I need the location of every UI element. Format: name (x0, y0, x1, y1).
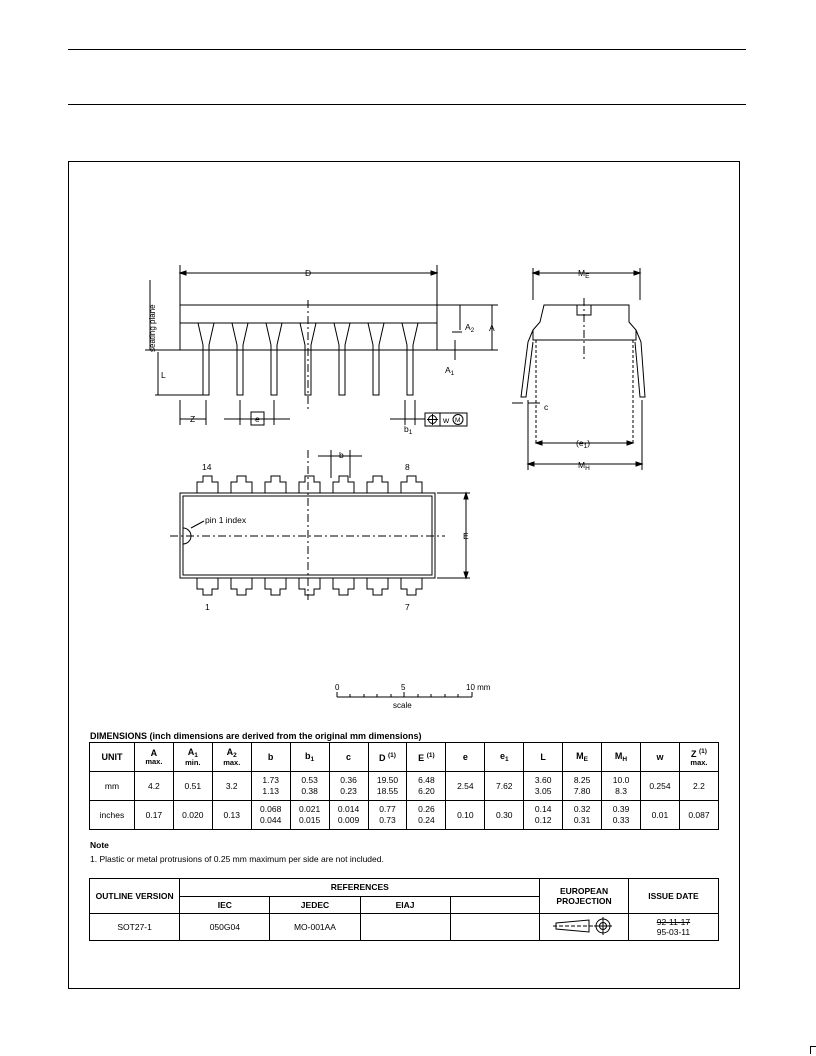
label-d: D (305, 268, 312, 278)
top-view-pins-bottom (197, 578, 422, 595)
header-iec: IEC (180, 896, 270, 914)
scale-tick-10: 10 mm (466, 683, 491, 692)
scale-tick-0: 0 (335, 683, 340, 692)
references-row: SOT27-1 050G04 MO-001AA 92-11-17 95-03-11 (90, 914, 719, 941)
header-b1: $b_1$ (290, 743, 329, 772)
label-a: A (489, 323, 495, 333)
references-table (89, 878, 719, 941)
label-big-e: E (463, 531, 469, 541)
scale-bar (337, 692, 472, 697)
projection-symbol (540, 914, 629, 941)
page-corner-mark (810, 1046, 816, 1054)
dimensions-row-mm: mm 4.2 0.51 3.2 1.73 1.13 0.53 0.38 0.36 0.23 19.50 18.55 6.48 6.20 2.54 7.62 3.60 3.05 8.25 7.80 10.0 8.3 0.254 2.2 (90, 772, 719, 801)
dimensions-header-row (90, 743, 719, 772)
header-w: w (640, 743, 679, 772)
label-pin7: 7 (405, 602, 410, 612)
label-seating-plane: seating plane (148, 304, 157, 352)
header-a: A max. (134, 743, 173, 772)
note-text: 1. Plastic or metal protrusions of 0.25 mm maximum per side are not included. (90, 854, 384, 864)
scale-caption: scale (393, 701, 412, 710)
issue-date-old: 92-11-17 (656, 917, 691, 927)
dimensions-table (89, 742, 719, 830)
label-pin1-index: pin 1 index (205, 515, 247, 525)
label-e1: $(e_1)$ (576, 438, 591, 450)
label-pin8: 8 (405, 462, 410, 472)
header-d: D $^{(1)}$ (368, 743, 407, 772)
header-european-projection: EUROPEAN PROJECTION (540, 879, 629, 914)
header-references: REFERENCES (180, 879, 540, 897)
header-c: c (329, 743, 368, 772)
header-e1: $e_1$ (485, 743, 524, 772)
label-a1: $A_1$ (445, 365, 455, 377)
label-a2: $A_2$ (465, 322, 475, 334)
header-big-e: E $^{(1)}$ (407, 743, 446, 772)
label-pin14: 14 (202, 462, 212, 472)
label-mh: $M_H$ (578, 460, 590, 472)
label-me: $M_E$ (578, 268, 590, 280)
header-unit: UNIT (90, 743, 135, 772)
note-heading: Note (90, 840, 109, 850)
header-me: $M_E$ (563, 743, 602, 772)
label-l: L (161, 370, 166, 380)
header-l: L (524, 743, 563, 772)
end-view-lead-left (521, 330, 533, 397)
label-m-circle: M (455, 417, 461, 424)
dimensions-title: DIMENSIONS (inch dimensions are derived from the original mm dimensions) (90, 731, 422, 741)
projection-icon (553, 917, 615, 935)
header-e: e (446, 743, 485, 772)
label-c: c (544, 402, 549, 412)
header-b: b (251, 743, 290, 772)
label-e: e (255, 414, 260, 424)
header-z: Z $^{(1)}$ max. (679, 743, 718, 772)
header-issue-date: ISSUE DATE (628, 879, 718, 914)
dimensions-row-inches: inches 0.17 0.020 0.13 0.068 0.044 0.021 0.015 0.014 0.009 0.77 0.73 0.26 0.24 0.10 0.30 0.14 0.12 0.32 0.31 0.39 0.33 0.01 0.087 (90, 801, 719, 830)
header-jedec: JEDEC (270, 896, 360, 914)
scale-tick-5: 5 (401, 683, 406, 692)
label-w: w (443, 415, 450, 425)
label-pin1: 1 (205, 602, 210, 612)
header-eiaj: EIAJ (360, 896, 450, 914)
header-a1: $A_1$ min. (173, 743, 212, 772)
label-z: Z (190, 414, 196, 424)
header-a2: $A_2$ max. (212, 743, 251, 772)
issue-date-new: 95-03-11 (656, 927, 691, 937)
header-mh: $M_H$ (602, 743, 641, 772)
label-b1: $b_1$ (404, 424, 413, 436)
top-view-pins-top (197, 476, 422, 493)
label-b: b (339, 450, 344, 460)
header-outline-version: OUTLINE VERSION (90, 879, 180, 914)
